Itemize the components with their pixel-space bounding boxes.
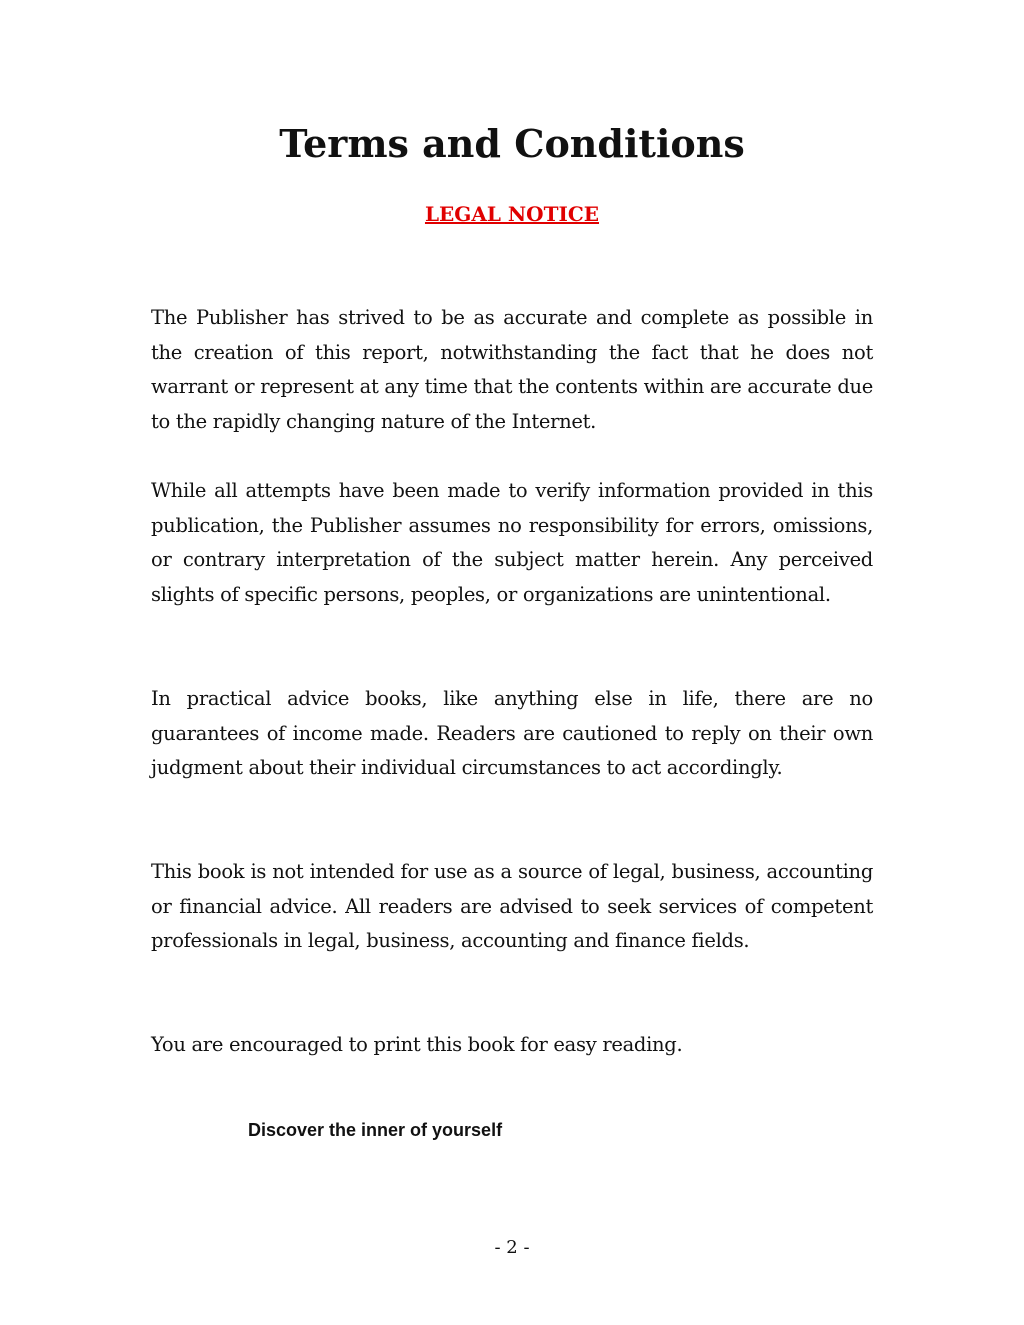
tagline: Discover the inner of yourself	[248, 1120, 503, 1140]
page-number: - 2 -	[494, 1237, 530, 1258]
paragraph-accuracy: The Publisher has strived to be as accurate and complete as possible in the creation of this report, notwithstanding the fact that he does not warrant or represent at any time that the contents within are accurate due to the rapidly changing nature of the Internet.	[151, 306, 873, 433]
paragraph-advice: This book is not intended for use as a source of legal, business, accounting or financial advice. All readers are advised to seek services of competent professionals in legal, business, accounting and finance fields.	[151, 860, 873, 953]
legal-notice-heading: LEGAL NOTICE	[424, 202, 600, 226]
paragraph-responsibility: While all attempts have been made to verify information provided in this publication, the Publisher assumes no responsibility for errors, omissions, or contrary interpretation of the subject matter herein. Any perceived slights of specific persons, peoples, or organizations are unintentional.	[151, 479, 873, 606]
page-title: Terms and Conditions	[279, 121, 745, 166]
paragraph-print: You are encouraged to print this book for easy reading.	[151, 1033, 683, 1056]
paragraph-guarantees: In practical advice books, like anything else in life, there are no guarantees of income made. Readers are cautioned to reply on their own judgment about their individual circumstances to act accordingly.	[151, 687, 873, 780]
